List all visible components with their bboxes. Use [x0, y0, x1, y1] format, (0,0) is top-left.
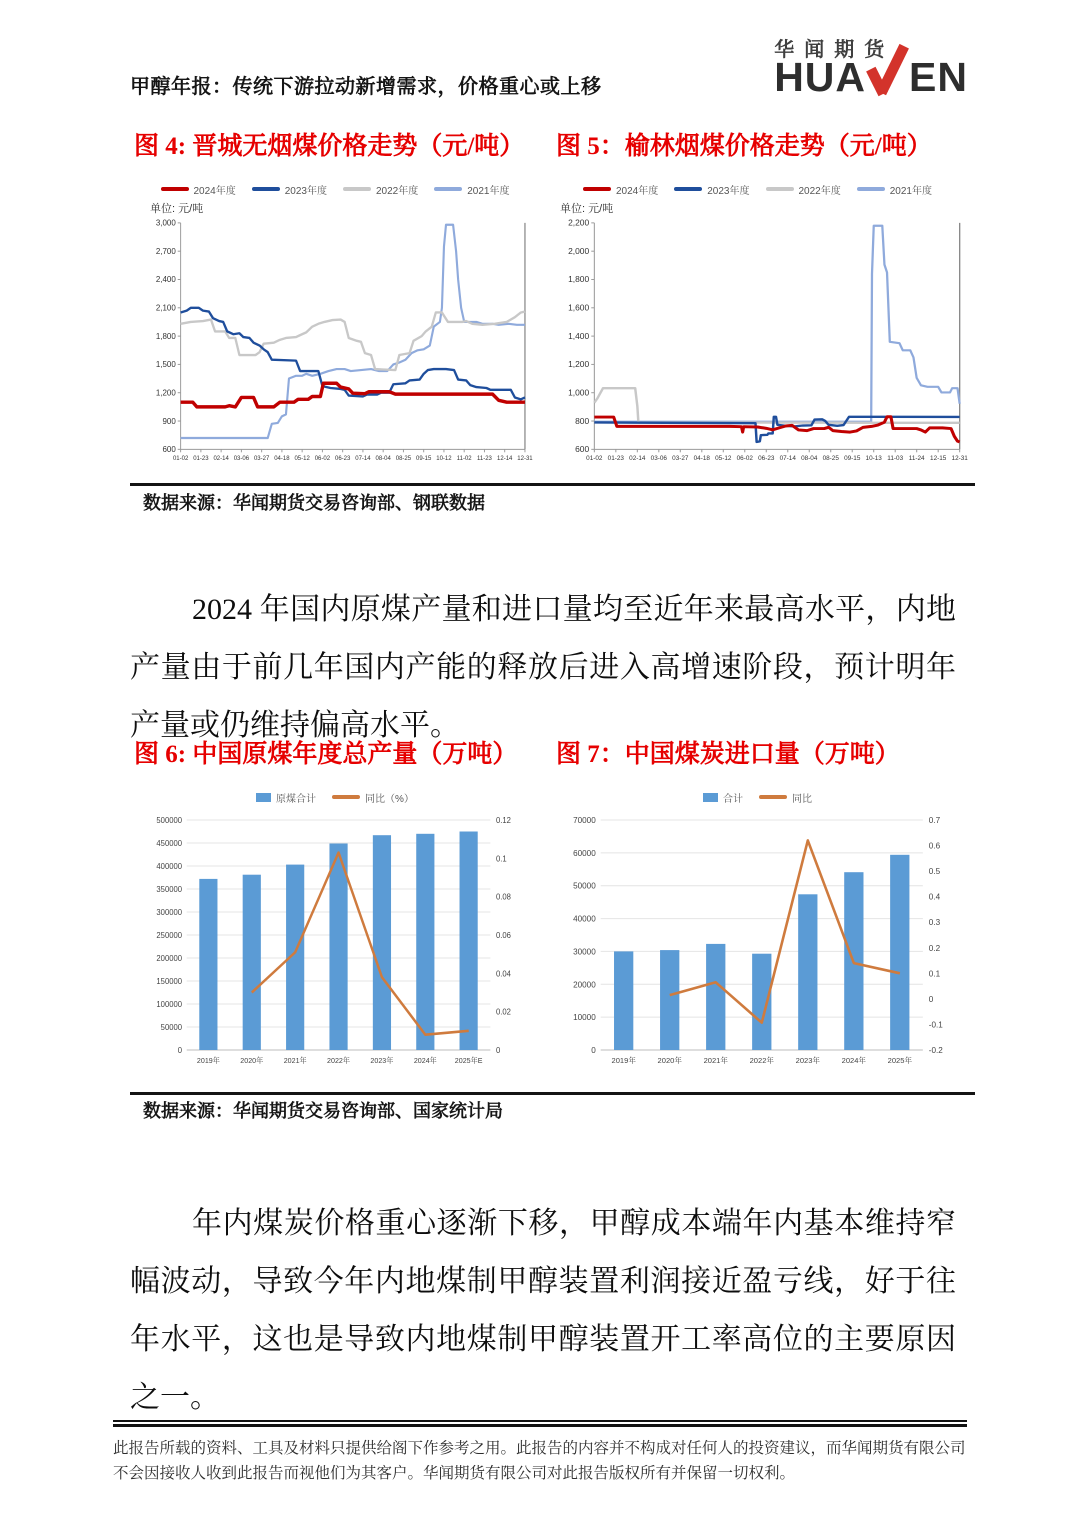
- charts-row-2: [130, 778, 975, 1095]
- svg-text:02-14: 02-14: [213, 456, 229, 463]
- logo-en-right: EN: [909, 54, 968, 100]
- svg-text:05-12: 05-12: [714, 455, 731, 463]
- svg-text:500000: 500000: [156, 815, 183, 826]
- svg-text:11-23: 11-23: [477, 456, 493, 463]
- svg-text:06-02: 06-02: [314, 456, 331, 463]
- data-source-1: 数据来源：华闻期货交易咨询部、钢联数据: [143, 493, 485, 513]
- legend-item: [703, 790, 743, 805]
- svg-text:0.3: 0.3: [928, 918, 940, 928]
- svg-text:450000: 450000: [156, 838, 183, 849]
- legend-item: [857, 182, 932, 197]
- report-title: 甲醇年报：传统下游拉动新增需求，价格重心或上移: [130, 76, 602, 98]
- svg-text:0.06: 0.06: [496, 930, 512, 941]
- huawen-logo: [774, 39, 968, 100]
- svg-text:-0.2: -0.2: [928, 1045, 943, 1056]
- svg-text:0.5: 0.5: [928, 867, 940, 877]
- legend-label: 2024年度: [193, 185, 236, 197]
- svg-text:2025年: 2025年: [887, 1055, 912, 1066]
- legend-line-swatch: [332, 795, 360, 799]
- svg-text:11-02: 11-02: [456, 456, 472, 463]
- figure5-title: 图 5：榆林烟煤价格走势（元/吨）: [542, 124, 975, 174]
- svg-text:50000: 50000: [160, 1022, 183, 1033]
- svg-text:02-14: 02-14: [628, 455, 646, 463]
- svg-text:03-06: 03-06: [233, 456, 250, 463]
- svg-text:30000: 30000: [572, 947, 596, 957]
- legend-label: 2023年度: [284, 185, 327, 197]
- svg-text:50000: 50000: [572, 881, 596, 891]
- svg-text:11-24: 11-24: [908, 455, 925, 463]
- page-header: [130, 40, 968, 99]
- figure4-legend: [130, 180, 540, 198]
- svg-text:400000: 400000: [156, 861, 183, 872]
- svg-text:250000: 250000: [156, 930, 183, 941]
- svg-text:2020年: 2020年: [657, 1055, 682, 1066]
- legend-item: [583, 182, 658, 197]
- figure7-chart-box: [540, 778, 975, 1092]
- svg-text:06-23: 06-23: [335, 456, 351, 463]
- svg-text:08-04: 08-04: [375, 456, 392, 463]
- svg-text:2024年: 2024年: [841, 1055, 866, 1066]
- svg-text:0.12: 0.12: [496, 815, 512, 826]
- paragraph-cost: 年内煤炭价格重心逐渐下移，甲醇成本端年内基本维持窄幅波动，导致今年内地煤制甲醇装置利润接近盈亏线，好于往年水平，这也是导致内地煤制甲醇装置开工率高位的主要原因之一。: [130, 1207, 956, 1414]
- page-footer: [113, 1420, 967, 1486]
- svg-text:09-15: 09-15: [843, 455, 860, 463]
- legend-bar-swatch: [256, 793, 271, 802]
- svg-text:08-25: 08-25: [395, 456, 412, 463]
- paragraph-production: 2024 年国内原煤产量和进口量均至近年来最高水平，内地产量由于前几年国内产能的释放后进入高增速阶段，预计明年产量或仍维持偏高水平。: [130, 593, 956, 742]
- svg-text:900: 900: [162, 416, 176, 426]
- svg-text:20000: 20000: [572, 980, 596, 990]
- legend-line-swatch: [759, 795, 787, 799]
- svg-text:06-23: 06-23: [757, 455, 774, 463]
- svg-text:12-15: 12-15: [929, 455, 946, 463]
- legend-item: [332, 790, 414, 805]
- svg-text:2025年E: 2025年E: [455, 1055, 483, 1066]
- figure4-title: 图 4: 晋城无烟煤价格走势（元/吨）: [130, 124, 542, 174]
- svg-text:2,700: 2,700: [156, 246, 176, 256]
- svg-text:06-02: 06-02: [736, 455, 753, 463]
- svg-text:03-06: 03-06: [650, 455, 667, 463]
- svg-text:2023年: 2023年: [370, 1055, 394, 1066]
- logo-chinese-text: 华闻期货: [774, 39, 895, 61]
- svg-text:2024年: 2024年: [414, 1055, 437, 1066]
- data-source-2: 数据来源：华闻期货交易咨询部、国家统计局: [143, 1101, 503, 1121]
- legend-line-swatch: [583, 187, 611, 191]
- svg-text:2021年: 2021年: [283, 1055, 307, 1066]
- svg-text:2,400: 2,400: [156, 275, 176, 285]
- svg-text:0.4: 0.4: [928, 892, 940, 902]
- svg-text:08-25: 08-25: [822, 455, 839, 463]
- figure7-chart: [549, 810, 967, 1078]
- svg-text:-0.1: -0.1: [928, 1020, 943, 1030]
- svg-text:350000: 350000: [156, 884, 183, 895]
- charts-row-1: [130, 170, 975, 486]
- svg-text:2,200: 2,200: [567, 218, 589, 228]
- legend-line-swatch: [766, 187, 794, 191]
- figure-titles-row-2: [130, 732, 975, 782]
- svg-text:2022年: 2022年: [327, 1055, 351, 1066]
- legend-label: 2023年度: [707, 185, 750, 197]
- svg-text:300000: 300000: [156, 907, 183, 918]
- svg-text:600: 600: [574, 445, 589, 455]
- svg-text:1,500: 1,500: [156, 360, 176, 370]
- svg-text:150000: 150000: [156, 976, 183, 987]
- logo-red-w-icon: [867, 45, 909, 97]
- legend-item: [343, 182, 418, 197]
- svg-text:01-23: 01-23: [607, 455, 624, 463]
- legend-item: [434, 182, 509, 197]
- figure7-title: 图 7：中国煤炭进口量（万吨）: [542, 732, 975, 782]
- legend-item: [161, 182, 236, 197]
- svg-text:100000: 100000: [156, 999, 183, 1010]
- svg-text:0: 0: [928, 994, 934, 1004]
- svg-text:2,000: 2,000: [567, 247, 589, 256]
- svg-text:01-02: 01-02: [173, 456, 189, 463]
- svg-text:10-12: 10-12: [436, 456, 452, 463]
- figure6-title: 图 6: 中国原煤年度总产量（万吨）: [130, 732, 542, 782]
- svg-text:2021年: 2021年: [703, 1055, 728, 1066]
- legend-line-swatch: [161, 187, 189, 191]
- legend-label: 同比: [792, 793, 812, 805]
- legend-line-swatch: [857, 187, 885, 191]
- figure4-chart: [136, 215, 534, 471]
- svg-text:1,000: 1,000: [567, 388, 589, 398]
- figure4-unit-label: 单位: 元/吨: [150, 203, 204, 215]
- svg-text:1,200: 1,200: [156, 388, 176, 398]
- legend-label: 2021年度: [889, 185, 932, 197]
- svg-text:2022年: 2022年: [749, 1055, 774, 1066]
- svg-text:0.7: 0.7: [928, 815, 940, 826]
- legend-label: 同比（%）: [365, 793, 414, 805]
- figure6-chart: [138, 810, 532, 1078]
- svg-text:0: 0: [590, 1045, 596, 1056]
- footer-disclaimer: 此报告所载的资料、工具及材料只提供给阁下作参考之用。此报告的内容并不构成对任何人的投资建议，而华闻期货有限公司不会因接收人收到此报告而视他们为其客户。华闻期货有限公司对此报告版权所有并保留一切权利。: [113, 1440, 966, 1483]
- svg-text:07-14: 07-14: [355, 456, 371, 463]
- legend-label: 原煤合计: [276, 793, 317, 805]
- legend-item: [256, 790, 316, 805]
- svg-text:12-31: 12-31: [951, 455, 968, 463]
- footer-divider: [113, 1420, 967, 1427]
- legend-line-swatch: [434, 187, 462, 191]
- svg-text:0: 0: [177, 1045, 183, 1056]
- svg-text:40000: 40000: [572, 914, 596, 924]
- svg-text:04-18: 04-18: [274, 456, 290, 463]
- legend-label: 2022年度: [376, 185, 419, 197]
- svg-text:800: 800: [574, 416, 589, 426]
- svg-text:1,600: 1,600: [567, 303, 589, 313]
- svg-text:0.6: 0.6: [928, 841, 940, 851]
- svg-text:0.02: 0.02: [496, 1007, 512, 1017]
- legend-label: 合计: [723, 793, 743, 805]
- svg-text:10-13: 10-13: [865, 455, 882, 463]
- svg-text:01-02: 01-02: [585, 455, 603, 463]
- svg-text:12-14: 12-14: [497, 456, 513, 463]
- legend-item: [759, 790, 812, 805]
- svg-text:10000: 10000: [572, 1013, 596, 1023]
- svg-text:60000: 60000: [572, 848, 596, 858]
- svg-text:03-27: 03-27: [671, 455, 688, 463]
- figure7-legend: [540, 788, 975, 806]
- svg-text:09-15: 09-15: [416, 456, 432, 463]
- legend-label: 2022年度: [798, 185, 841, 197]
- svg-text:04-18: 04-18: [693, 455, 710, 463]
- figure5-unit-label: 单位: 元/吨: [560, 203, 614, 215]
- svg-text:0.08: 0.08: [496, 892, 512, 902]
- svg-text:2,100: 2,100: [156, 303, 176, 313]
- figure5-chart-box: [540, 170, 975, 483]
- svg-text:1,400: 1,400: [567, 332, 589, 341]
- svg-text:600: 600: [162, 445, 176, 455]
- figure6-chart-box: [130, 778, 540, 1092]
- legend-item: [674, 182, 749, 197]
- legend-line-swatch: [252, 187, 280, 191]
- legend-label: 2024年度: [616, 185, 659, 197]
- legend-label: 2021年度: [467, 185, 510, 197]
- legend-bar-swatch: [703, 793, 718, 802]
- svg-text:2019年: 2019年: [197, 1055, 221, 1066]
- svg-text:2019年: 2019年: [611, 1055, 636, 1066]
- svg-text:70000: 70000: [572, 815, 596, 826]
- svg-text:0: 0: [496, 1045, 501, 1056]
- svg-text:08-04: 08-04: [800, 455, 817, 463]
- figure6-legend: [130, 788, 540, 806]
- figure4-chart-box: [130, 170, 540, 483]
- svg-text:3,000: 3,000: [156, 218, 176, 228]
- svg-text:0.1: 0.1: [928, 969, 940, 979]
- figure5-legend: [540, 180, 975, 198]
- svg-text:0.2: 0.2: [928, 943, 940, 953]
- svg-text:2023年: 2023年: [795, 1055, 820, 1066]
- svg-text:2020年: 2020年: [240, 1055, 264, 1066]
- svg-text:1,200: 1,200: [567, 360, 589, 370]
- svg-text:07-14: 07-14: [779, 455, 796, 463]
- svg-text:03-27: 03-27: [254, 456, 270, 463]
- legend-item: [252, 182, 327, 197]
- svg-text:200000: 200000: [156, 953, 183, 964]
- svg-text:12-31: 12-31: [517, 456, 533, 463]
- svg-text:0.1: 0.1: [496, 854, 507, 864]
- legend-item: [766, 182, 841, 197]
- svg-text:0.04: 0.04: [496, 969, 512, 979]
- svg-text:1,800: 1,800: [567, 275, 589, 285]
- figure5-chart: [547, 215, 969, 471]
- svg-text:05-12: 05-12: [294, 456, 310, 463]
- logo-en-left: HUA: [774, 54, 867, 100]
- figure-titles-row-1: [130, 124, 975, 174]
- legend-line-swatch: [674, 187, 702, 191]
- svg-text:1,800: 1,800: [156, 331, 176, 341]
- legend-line-swatch: [343, 187, 371, 191]
- svg-text:01-23: 01-23: [193, 456, 209, 463]
- logo-english-text: [774, 54, 968, 100]
- svg-text:11-03: 11-03: [886, 455, 903, 463]
